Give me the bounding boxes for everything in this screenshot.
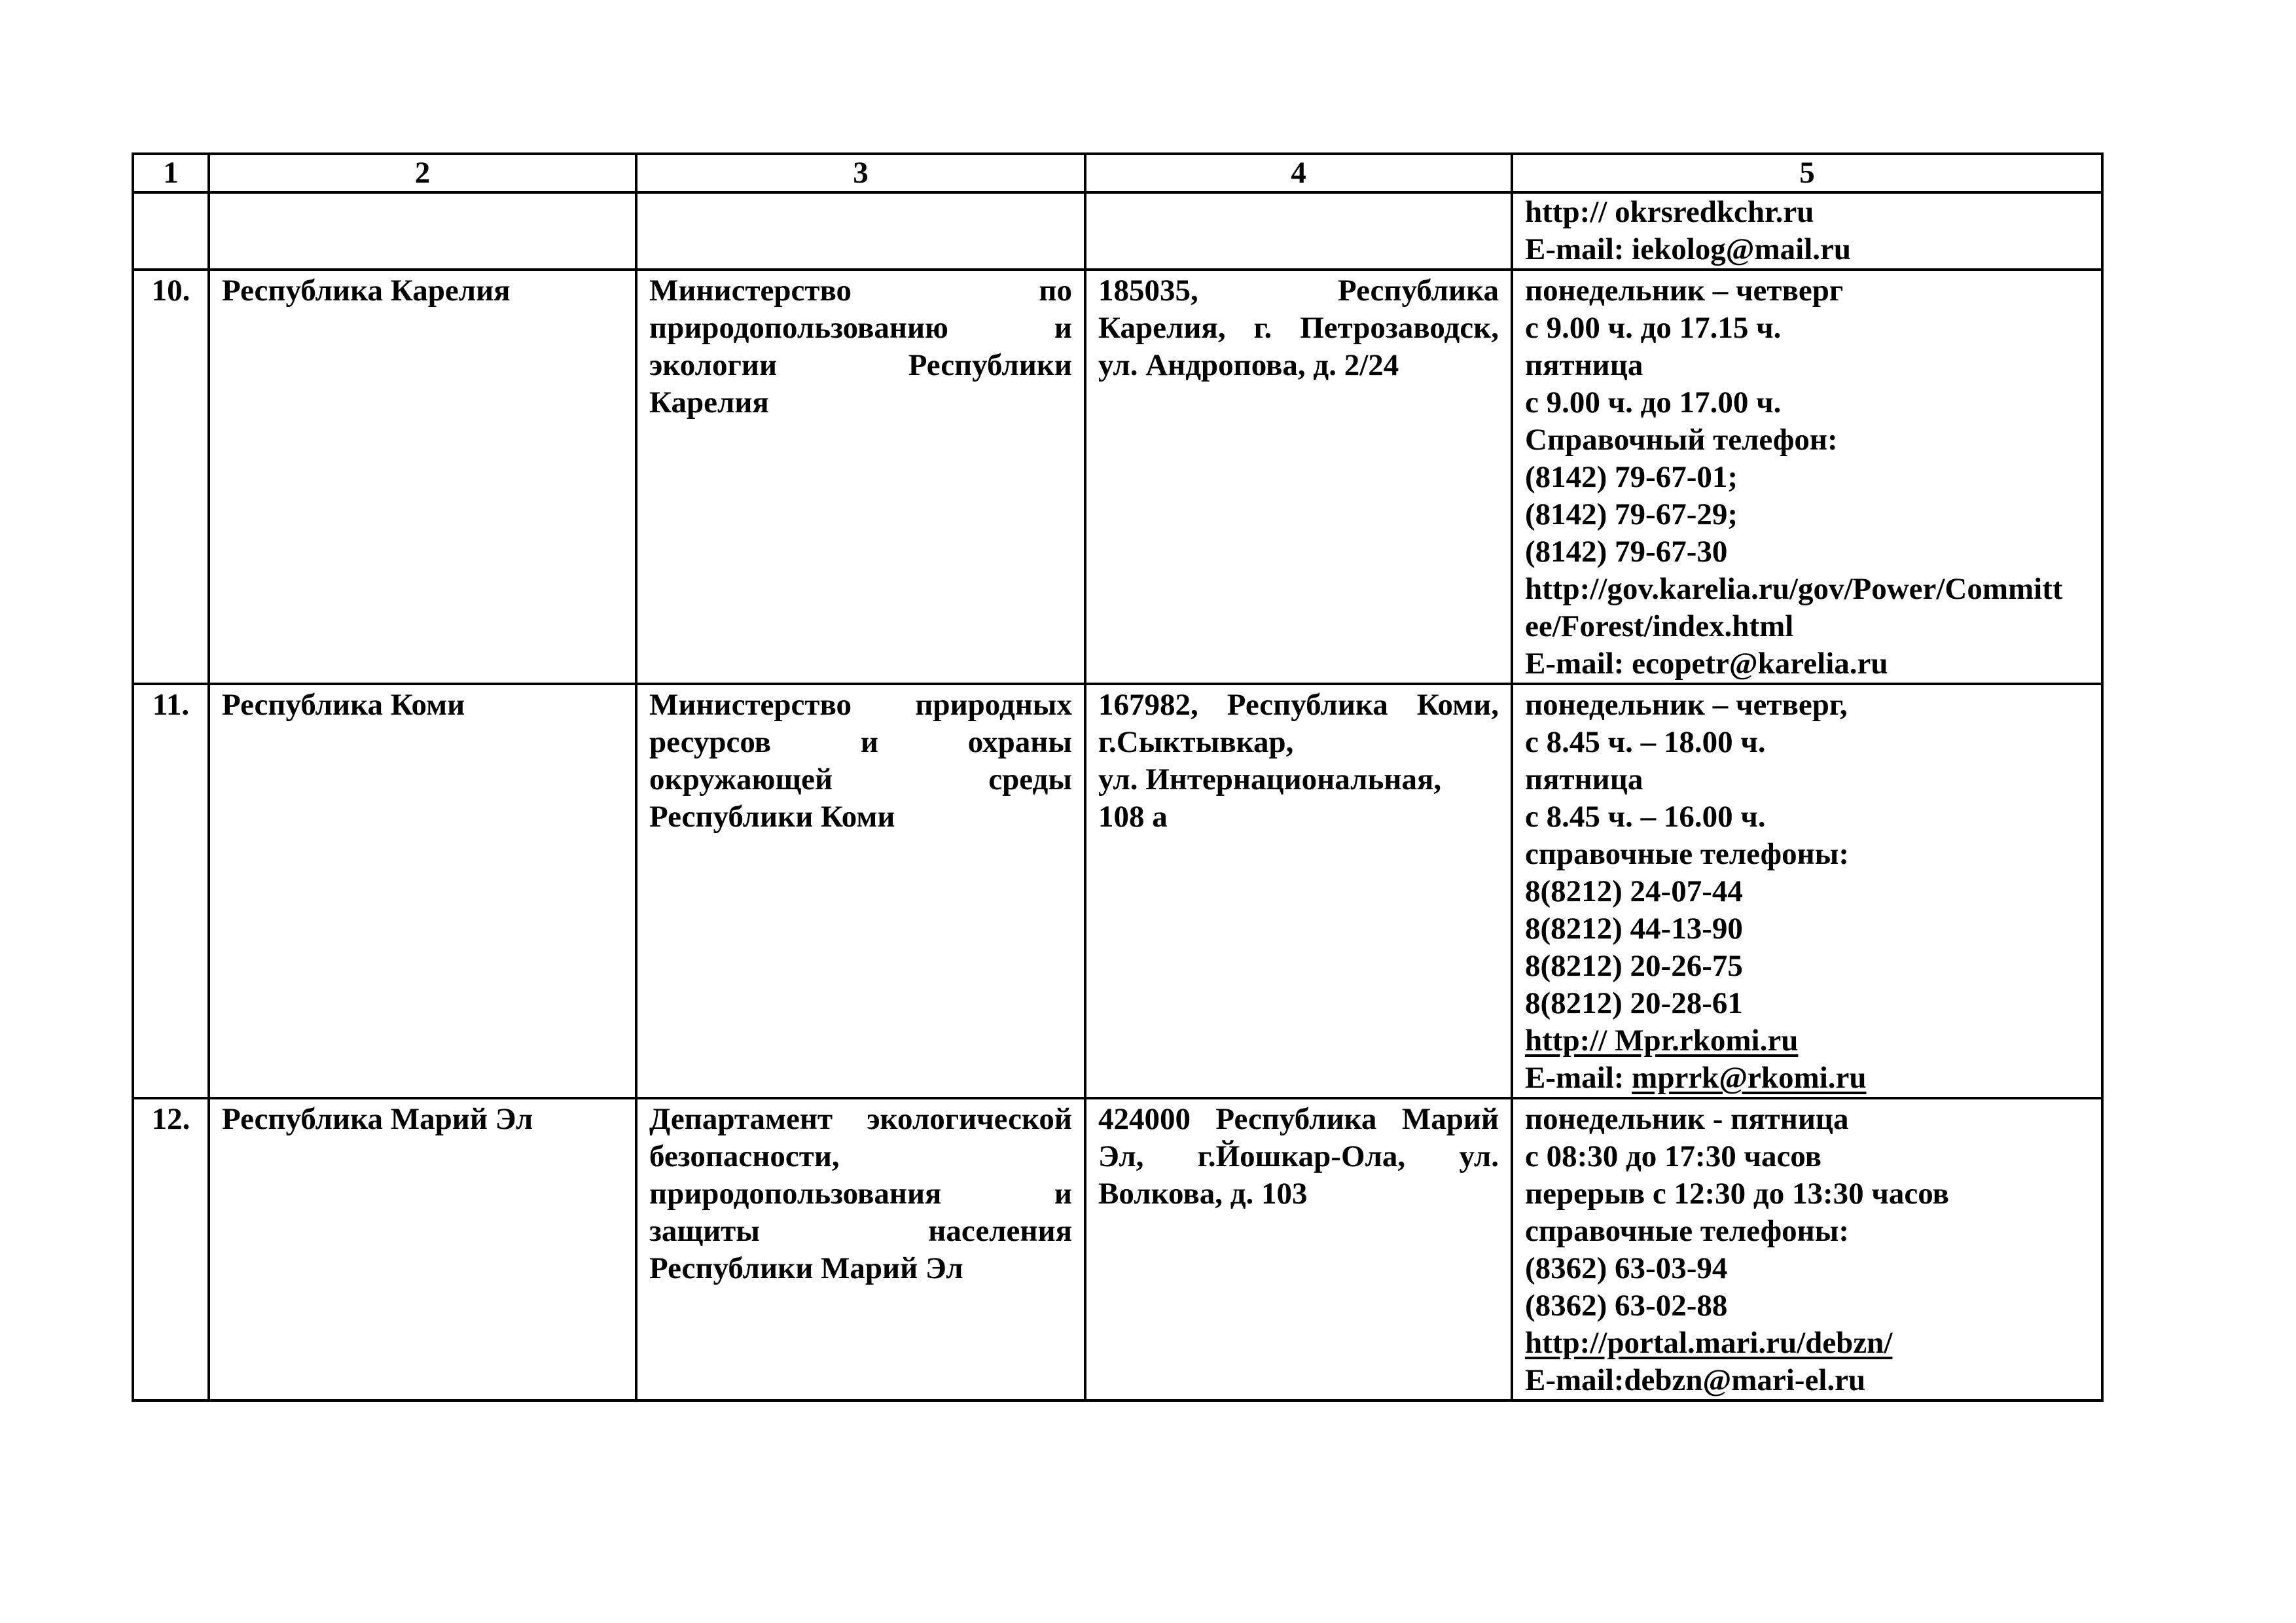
phone-number: 8(8212) 24-07-44 xyxy=(1525,874,1743,908)
region-name: Республика Марий Эл xyxy=(209,1098,636,1400)
phone-label: Справочный телефон: xyxy=(1525,423,1838,457)
table-row xyxy=(133,270,2102,684)
header-cell-3: 3 xyxy=(636,154,1085,192)
contacts-cell xyxy=(1512,192,2102,270)
address-line: 424000 Республика Марий xyxy=(1098,1102,1499,1136)
address-cell xyxy=(1085,270,1512,684)
organization-line: Министерство природных xyxy=(649,688,1072,722)
organization-cell xyxy=(636,684,1085,1098)
schedule-hours: с 8.45 ч. – 16.00 ч. xyxy=(1525,800,1766,834)
address-line: Карелия, г. Петрозаводск, xyxy=(1098,311,1499,345)
address-line: г.Сыктывкар, xyxy=(1098,725,1294,759)
organization-line: Карелия xyxy=(649,385,769,419)
organization-cell xyxy=(636,270,1085,684)
website-link[interactable]: ee/Forest/index.html xyxy=(1525,609,1794,643)
website-link[interactable]: http:// okrsredkchr.ru xyxy=(1525,195,1814,229)
header-cell-5: 5 xyxy=(1512,154,2102,192)
contacts-cell xyxy=(1512,684,2102,1098)
organization-line: защиты населения xyxy=(649,1214,1072,1248)
cell-empty xyxy=(209,192,636,270)
organization-line: окружающей среды xyxy=(649,762,1072,796)
phone-number: (8142) 79-67-01; xyxy=(1525,460,1738,494)
email-line[interactable]: E-mail: ecopetr@karelia.ru xyxy=(1525,647,1888,681)
address-line: 108 а xyxy=(1098,800,1168,834)
schedule-hours: с 9.00 ч. до 17.00 ч. xyxy=(1525,385,1782,419)
table-row xyxy=(133,1098,2102,1400)
email-line xyxy=(1525,1060,2089,1097)
address-line: 167982, Республика Коми, xyxy=(1098,688,1499,722)
contacts-cell xyxy=(1512,270,2102,684)
cell-empty xyxy=(1085,192,1512,270)
region-name: Республика Карелия xyxy=(209,270,636,684)
organization-line: природопользованию и xyxy=(649,311,1072,345)
schedule-hours: с 9.00 ч. до 17.15 ч. xyxy=(1525,311,1782,345)
phone-label: справочные телефоны: xyxy=(1525,837,1850,871)
schedule-days: понедельник – четверг xyxy=(1525,274,1844,308)
schedule-days: понедельник – четверг, xyxy=(1525,688,1848,722)
website-link[interactable]: http://portal.mari.ru/debzn/ xyxy=(1525,1326,1893,1360)
cell-empty xyxy=(133,192,209,270)
organization-line: ресурсов и охраны xyxy=(649,725,1072,759)
cell-empty xyxy=(636,192,1085,270)
organization-line: Республики Марий Эл xyxy=(649,1251,963,1285)
email-link[interactable]: mprrk@rkomi.ru xyxy=(1632,1061,1867,1095)
organization-line: Министерство по xyxy=(649,274,1072,308)
table-row xyxy=(133,684,2102,1098)
organization-line: Республики Коми xyxy=(649,800,895,834)
address-cell xyxy=(1085,684,1512,1098)
email-line[interactable]: E-mail:debzn@mari-el.ru xyxy=(1525,1363,1866,1397)
email-line[interactable]: E-mail: iekolog@mail.ru xyxy=(1525,232,1852,266)
email-label: E-mail: xyxy=(1525,1061,1632,1095)
phone-number: 8(8212) 44-13-90 xyxy=(1525,912,1743,946)
header-cell-1: 1 xyxy=(133,154,209,192)
continuation-row xyxy=(133,192,2102,270)
phone-number: (8142) 79-67-29; xyxy=(1525,497,1738,531)
organization-line: природопользования и xyxy=(649,1177,1072,1211)
row-number: 12. xyxy=(133,1098,209,1400)
header-cell-2: 2 xyxy=(209,154,636,192)
phone-number: 8(8212) 20-28-61 xyxy=(1525,986,1743,1020)
schedule-hours: с 8.45 ч. – 18.00 ч. xyxy=(1525,725,1766,759)
website-link[interactable]: http:// Mpr.rkomi.ru xyxy=(1525,1024,1799,1058)
organization-line: безопасности, xyxy=(649,1139,840,1173)
address-line: 185035, Республика xyxy=(1098,274,1499,308)
contacts-cell xyxy=(1512,1098,2102,1400)
row-number: 11. xyxy=(133,684,209,1098)
row-number: 10. xyxy=(133,270,209,684)
address-line: Волкова, д. 103 xyxy=(1098,1177,1308,1211)
phone-label: справочные телефоны: xyxy=(1525,1214,1850,1248)
phone-number: (8142) 79-67-30 xyxy=(1525,535,1728,569)
organization-line: Департамент экологической xyxy=(649,1102,1072,1136)
phone-number: 8(8212) 20-26-75 xyxy=(1525,949,1743,983)
website-link[interactable]: http://gov.karelia.ru/gov/Power/Committ xyxy=(1525,572,2063,606)
organization-line: экологии Республики xyxy=(649,348,1072,382)
schedule-hours: с 08:30 до 17:30 часов xyxy=(1525,1139,1822,1173)
phone-number: (8362) 63-02-88 xyxy=(1525,1289,1728,1323)
schedule-days: пятница xyxy=(1525,762,1643,796)
regions-table xyxy=(132,152,2104,1402)
schedule-days: понедельник - пятница xyxy=(1525,1102,1849,1136)
organization-cell xyxy=(636,1098,1085,1400)
schedule-break: перерыв с 12:30 до 13:30 часов xyxy=(1525,1177,1949,1211)
address-line: Эл, г.Йошкар-Ола, ул. xyxy=(1098,1139,1499,1173)
address-line: ул. Интернациональная, xyxy=(1098,762,1442,796)
address-line: ул. Андропова, д. 2/24 xyxy=(1098,348,1399,382)
header-cell-4: 4 xyxy=(1085,154,1512,192)
region-name: Республика Коми xyxy=(209,684,636,1098)
phone-number: (8362) 63-03-94 xyxy=(1525,1251,1728,1285)
address-cell xyxy=(1085,1098,1512,1400)
header-row xyxy=(133,154,2102,192)
schedule-days: пятница xyxy=(1525,348,1643,382)
